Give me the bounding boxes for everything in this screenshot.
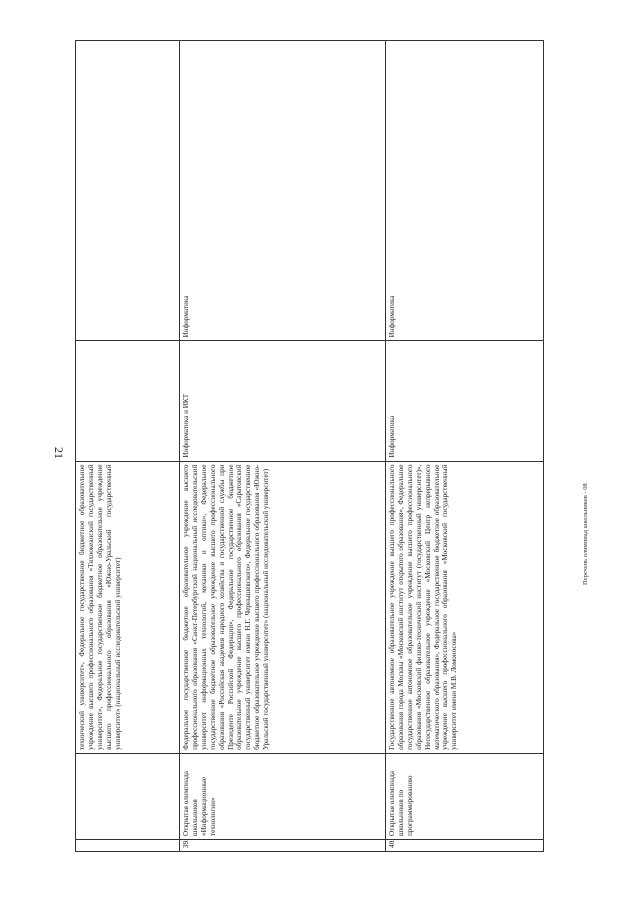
subject-cell: Информатика xyxy=(386,341,544,461)
table-row-continued xyxy=(76,41,180,852)
olympiad-table-region xyxy=(75,40,543,852)
subject-cell xyxy=(76,341,180,461)
olympiad-table xyxy=(75,40,544,852)
organizers-cell: Государственное автономное образовательное учреждение высшего профессионального образования города Москвы «Московский институт открытого образования», Федеральное государственное автономное образовательное учреждение высшего профессионального образования «Московский физико-технический институт (государственный университет)», Негосударственное образовательное учреждение «Московский Центр непрерывного математического образования», Федеральное государственное бюджетное образовательное учреждение высшего профессионального образования «Московский государственный университет имени М.В. Ломоносова» xyxy=(386,461,544,753)
table-row-40 xyxy=(386,41,544,852)
olympiad-name: Открытая олимпиада школьников по программированию xyxy=(386,753,544,839)
footer-note: Перечень олимпиад школьников - 08 xyxy=(582,483,589,585)
table-row-39 xyxy=(180,41,386,852)
olympiad-name: Открытая олимпиада школьников «Информационные технологии» xyxy=(180,753,386,839)
organizers-cell: технический университет», Федеральное государственное бюджетное образовательное учреждение высшего профессионального образования «Тихоокеанский государственный университет», Федеральное государственное бюджетное образовательное учреждение высшего профессионального образования «Южно-Уральский государственный университет» (национальный исследовательский университет) xyxy=(76,461,180,753)
profile-cell: Информатика xyxy=(386,41,544,341)
row-number: 39. xyxy=(180,840,386,852)
row-number: 40. xyxy=(386,840,544,852)
olympiad-name xyxy=(76,753,180,839)
page-number: 21 xyxy=(52,447,66,459)
profile-cell xyxy=(76,41,180,341)
organizers-cell: Федеральное государственное бюджетное образовательное учреждение высшего профессионального образования «Санкт-Петербургский национальный исследовательский университет информационных технологий, механики и оптики», Федеральное государственное бюджетное образовательное учреждение высшего профессионального образования «Российская академия народного хозяйства и государственной службы при Президенте Российской Федерации», Федеральное государственное бюджетное образовательное учреждение высшего профессионального образования «Саратовский государственный университет имени Н.Г. Чернышевского», Федеральное государственное бюджетное образовательное учреждение высшего профессионального образования «Южно-Уральский государственный университет» (национальный исследовательский университет) xyxy=(180,461,386,753)
profile-cell: Информатика xyxy=(180,41,386,341)
subject-cell: Информатика и ИКТ xyxy=(180,341,386,461)
row-number xyxy=(76,840,180,852)
